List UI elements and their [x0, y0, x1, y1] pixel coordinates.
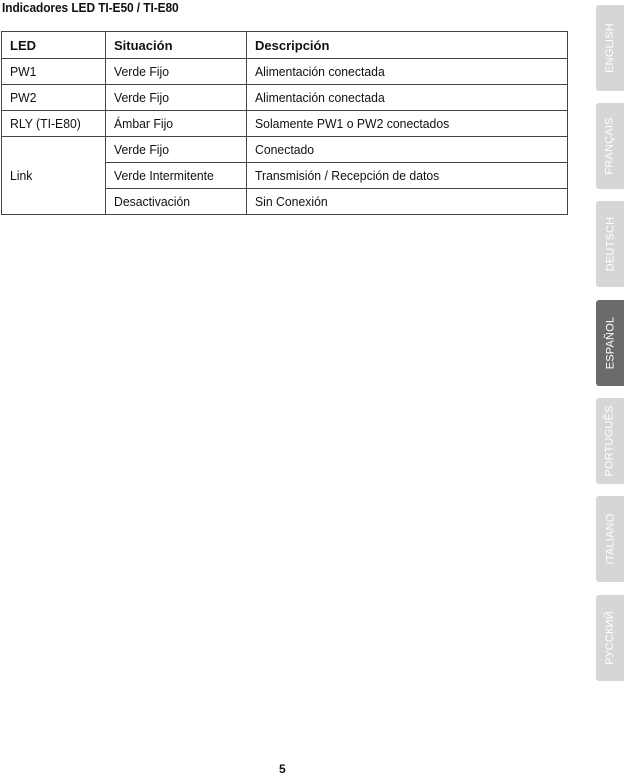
descripcion-text: Sin Conexión [255, 194, 328, 209]
tab-espanol[interactable] [596, 300, 624, 386]
page-number: 5 [279, 762, 286, 776]
language-tab-bar [596, 0, 624, 777]
descripcion-text: Transmisión / Recepción de datos [255, 168, 440, 183]
descripcion-cell [247, 189, 568, 215]
situacion-cell [106, 137, 247, 163]
led-cell [2, 137, 106, 215]
led-cell [2, 85, 106, 111]
descripcion-cell [247, 59, 568, 85]
led-cell [2, 59, 106, 85]
tab-english[interactable] [596, 5, 624, 91]
situacion-cell [106, 163, 247, 189]
situacion-cell [106, 111, 247, 137]
tab-label: FRANÇAIS [604, 117, 616, 175]
tab-label: ITALIANO [604, 513, 617, 565]
led-name: RLY (TI-E80) [10, 116, 81, 131]
table-row [2, 85, 568, 111]
page-title: Indicadores LED TI-E50 / TI-E80 [2, 0, 179, 15]
tab-italiano[interactable] [596, 496, 624, 582]
led-cell [2, 111, 106, 137]
tab-deutsch[interactable] [596, 201, 624, 287]
situacion-text: Verde Fijo [114, 64, 170, 79]
tab-label: DEUTSCH [604, 216, 617, 272]
tab-label: РУССКИЙ [604, 611, 616, 665]
column-header-descripcion: Descripción [247, 32, 568, 59]
table-header-row [2, 32, 568, 59]
descripcion-text: Conectado [255, 142, 315, 157]
led-name: PW1 [10, 64, 37, 79]
descripcion-cell [247, 111, 568, 137]
descripcion-cell [247, 85, 568, 111]
tab-label: ESPAÑOL [604, 316, 616, 370]
descripcion-cell [247, 137, 568, 163]
tab-russkiy[interactable] [596, 595, 624, 681]
descripcion-text: Alimentación conectada [255, 90, 385, 105]
table-row [2, 59, 568, 85]
situacion-cell [106, 189, 247, 215]
column-header-led: LED [2, 32, 106, 59]
table-row [2, 137, 568, 163]
situacion-cell [106, 59, 247, 85]
tab-portugues[interactable] [596, 398, 624, 484]
situacion-text: Ámbar Fijo [114, 116, 174, 131]
descripcion-text: Solamente PW1 o PW2 conectados [255, 116, 450, 131]
column-header-situacion: Situación [106, 32, 247, 59]
situacion-text: Verde Intermitente [114, 168, 214, 183]
led-name: PW2 [10, 90, 37, 105]
descripcion-cell [247, 163, 568, 189]
table-row [2, 111, 568, 137]
tab-label: PORTUGUÊS [604, 405, 616, 477]
tab-label: ENGLISH [604, 23, 617, 73]
situacion-text: Verde Fijo [114, 90, 170, 105]
led-indicator-table [1, 31, 568, 215]
situacion-text: Desactivación [114, 194, 191, 209]
tab-francais[interactable] [596, 103, 624, 189]
situacion-text: Verde Fijo [114, 142, 170, 157]
descripcion-text: Alimentación conectada [255, 64, 385, 79]
led-name: Link [10, 168, 33, 183]
situacion-cell [106, 85, 247, 111]
